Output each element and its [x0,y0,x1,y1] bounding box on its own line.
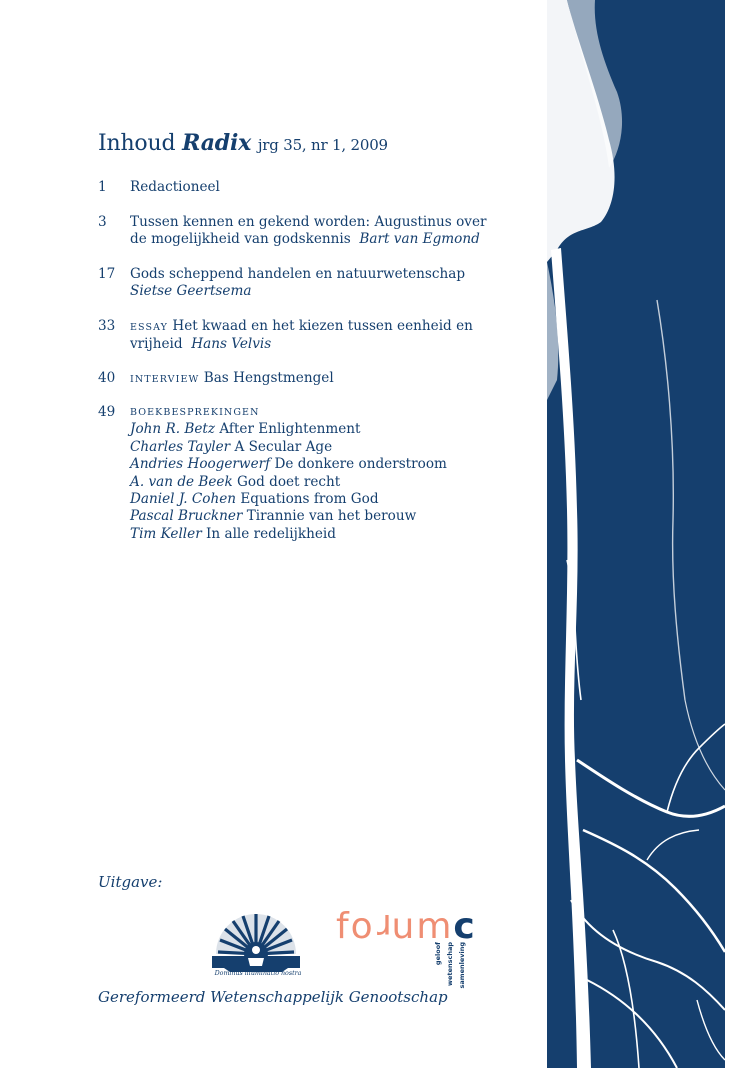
review-item [130,474,550,491]
entry-title: vrijheid [130,336,183,353]
entry-title: de mogelijkheid van godskennis [130,231,351,248]
section-label: BOEKBESPREKINGEN [130,407,260,418]
entry-title: In alle redelijkheid [206,525,336,542]
review-item [130,439,550,456]
review-item [130,421,550,438]
entry-author: Daniel J. Cohen [130,491,236,508]
page-number: 1 [98,179,107,195]
page-number: 17 [98,266,116,282]
entry-title: Bas Hengstmengel [203,370,334,386]
entry-title: Het kwaad en het kiezen tussen eenheid en [172,318,473,334]
section-label: ESSAY [130,322,169,333]
entry-author: Pascal Bruckner [130,508,243,525]
forumc-tagline: geloof [434,942,442,966]
entry-title: Equations from God [240,491,379,508]
page-number: 49 [98,404,116,420]
forumc-logo-part: c [453,906,477,947]
forumc-logo [336,906,477,947]
entry-title: De donkere onderstroom [274,456,447,473]
entry-author: Tim Keller [130,525,202,542]
publisher-name: Gereformeerd Wetenschappelijk Genootschap [98,988,448,1006]
forumc-logo-part: um [391,906,454,947]
entry-author: Sietse Geertsema [130,283,252,300]
entry-author: Bart van Egmond [359,231,480,248]
review-item [130,491,550,508]
review-item [130,526,550,543]
forumc-logo-part: fo [336,906,375,947]
page-number: 3 [98,214,107,230]
entry-author: John R. Betz [130,421,216,438]
entry-title: Tirannie van het berouw [246,508,417,525]
entry-author: Andries Hoogerwerf [130,456,271,473]
entry-title: A Secular Age [234,438,333,455]
page-number: 40 [98,370,116,386]
entry-title: After Enlightenment [219,421,361,438]
forumc-logo-part: r [374,906,392,947]
forumc-tagline: wetenschap [446,942,454,986]
title-prefix: Inhoud [98,131,176,156]
section-label: INTERVIEW [130,374,200,385]
entry-title: Tussen kennen en gekend worden: Augustinus over [130,214,487,230]
entry-author: A. van de Beek [130,473,233,490]
entry-title: Gods scheppend handelen en natuurwetenschap [130,266,466,282]
journal-name: Radix [182,130,252,156]
review-item [130,508,550,525]
forumc-tagline: samenleving [458,942,466,989]
entry-title: God doet recht [237,473,341,490]
page-number: 33 [98,318,116,334]
gwg-motto: Dominus illuminatio nostra [214,970,302,977]
cover-image-panel [547,0,725,1068]
volume-info: jrg 35, nr 1, 2009 [257,136,388,154]
publisher-label: Uitgave: [98,873,163,891]
review-item [130,456,550,473]
entry-author: Hans Velvis [191,336,272,353]
page-title [98,130,388,156]
entry-author: Charles Tayler [130,438,231,455]
entry-title: Redactioneel [130,179,220,195]
roots-illustration [547,0,725,1068]
